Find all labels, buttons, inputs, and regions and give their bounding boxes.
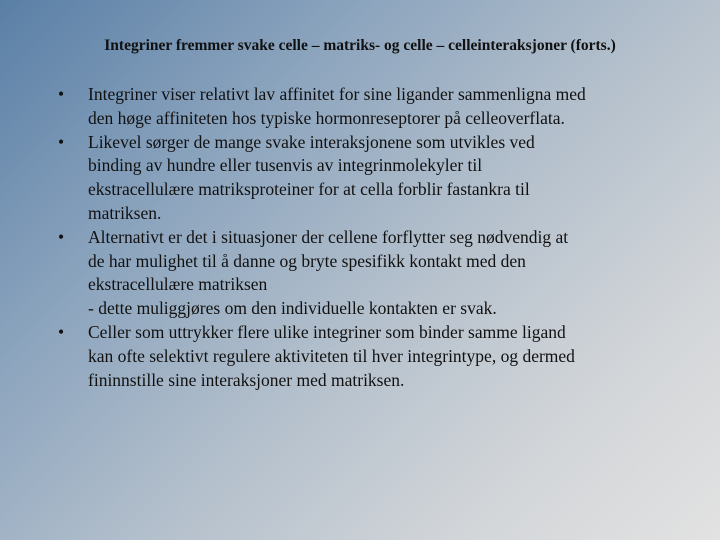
bullet-dot-icon: • <box>58 84 65 104</box>
bullet-item <box>58 131 698 226</box>
bullet-list <box>58 83 698 392</box>
bullet-text-line: de har mulighet til å danne og bryte spesifikk kontakt med den <box>88 250 526 271</box>
bullet-item <box>58 83 698 131</box>
bullet-text-line: Likevel sørger de mange svake interaksjonene som utvikles ved <box>88 131 535 152</box>
bullet-text-line: kan ofte selektivt regulere aktiviteten til hver integrintype, og dermed <box>88 345 575 366</box>
bullet-dot-icon: • <box>58 131 65 152</box>
bullet-text-line: Alternativt er det i situasjoner der cellene forflytter seg nødvendig at <box>88 226 569 247</box>
bullet-dot-icon: • <box>58 321 65 342</box>
bullet-text-line: Celler som uttrykker flere ulike integriner som binder samme ligand <box>88 321 566 342</box>
bullet-text-line: ekstracellulære matriksproteiner for at cella forblir fastankra til <box>88 179 530 200</box>
bullet-item <box>58 226 698 321</box>
slide-title: Integriner fremmer svake celle – matriks- og celle – celleinteraksjoner (forts.) <box>104 37 616 54</box>
bullet-text-line: matriksen. <box>88 202 162 223</box>
bullet-item <box>58 321 698 392</box>
bullet-text-line: Integriner viser relativt lav affinitet for sine ligander sammenligna med <box>88 84 586 104</box>
bullet-text-line: den høge affiniteten hos typiske hormonreseptorer på celleoverflata. <box>88 107 565 128</box>
bullet-text-line: - dette muliggjøres om den individuelle kontakten er svak. <box>88 298 497 319</box>
bullet-text-line: fininnstille sine interaksjoner med matriksen. <box>88 369 405 390</box>
bullet-text-line: ekstracellulære matriksen <box>88 274 268 295</box>
bullet-dot-icon: • <box>58 226 65 247</box>
bullet-text-line: binding av hundre eller tusenvis av integrinmolekyler til <box>88 155 483 176</box>
